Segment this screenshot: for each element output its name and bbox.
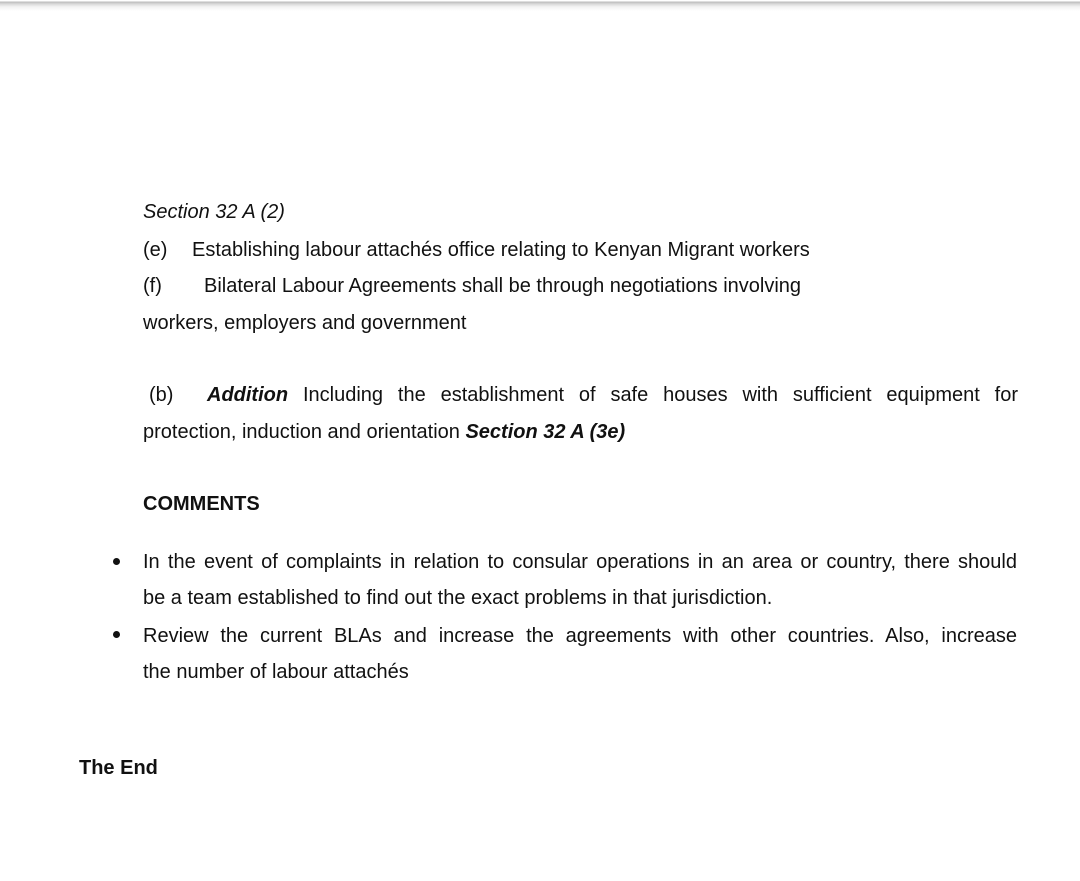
bullet-marker [113,558,120,565]
addition-keyword: Addition [207,384,289,406]
comment-1-line-1: In the event of complaints in relation to consular operations in an area or country, there should [143,551,1017,573]
addition-second-line [143,420,625,444]
item-e-marker: (e) [143,239,168,261]
section-reference: Section 32 A (2) [143,201,285,223]
addition-reference: Section 32 A (3e) [465,421,626,443]
item-e-text: Establishing labour attachés office relating to Kenyan Migrant workers [192,239,810,261]
comment-1-line-2: be a team established to find out the exact problems in that jurisdiction. [143,587,773,609]
item-f-continuation: workers, employers and government [143,312,467,334]
addition-text: Including the establishment of safe houses with sufficient equipment for [302,384,1018,406]
addition-first-line [207,383,1018,407]
closing-text: The End [79,757,158,779]
addition-marker: (b) [149,384,174,406]
comment-2-line-1: Review the current BLAs and increase the agreements with other countries. Also, increase [143,625,1017,647]
scan-top-edge [0,0,1080,12]
item-f-marker: (f) [143,275,162,297]
addition-continuation: protection, induction and orientation [143,421,460,443]
bullet-marker [113,631,120,638]
comment-2-line-2: the number of labour attachés [143,661,409,683]
comments-heading: COMMENTS [143,493,260,515]
item-f-text: Bilateral Labour Agreements shall be through negotiations involving [204,275,802,297]
